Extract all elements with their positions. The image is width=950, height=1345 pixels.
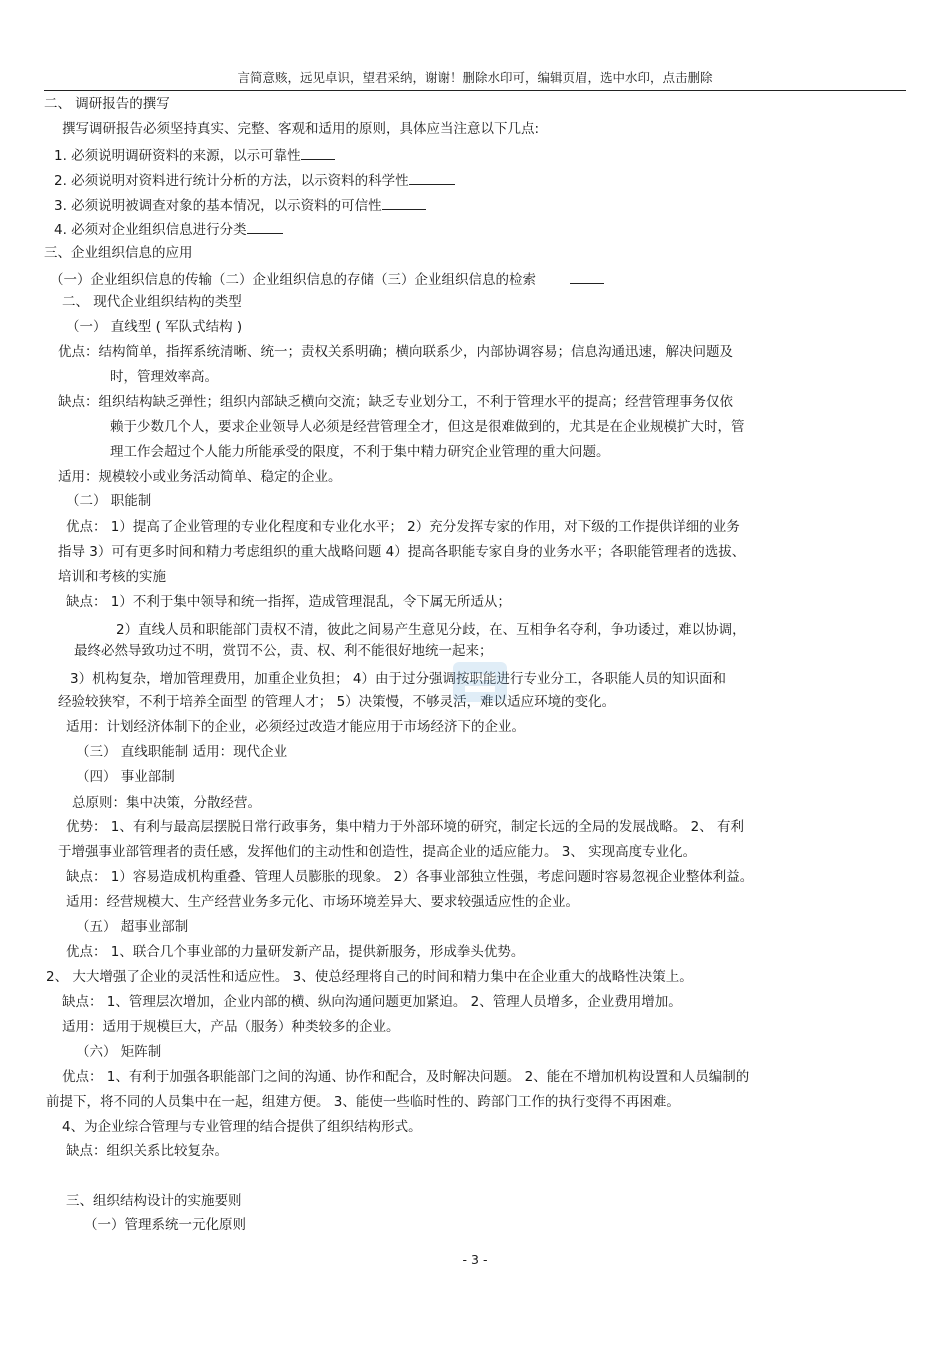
paragraph: 缺点： 1、管理层次增加，企业内部的横、纵向沟通问题更加紧迫。 2、管理人员增多，企业费用增加。 (62, 994, 682, 1010)
section-heading: 三、组织结构设计的实施要则 (66, 1193, 242, 1209)
paragraph: 培训和考核的实施 (58, 569, 166, 585)
paragraph: 优势： 1、有利与最高层摆脱日常行政事务，集中精力于外部环境的研究，制定长远的全局的发展战略。 2、 有利 (66, 819, 745, 835)
paragraph: 优点： 1、联合几个事业部的力量研发新产品，提供新服务，形成拳头优势。 (66, 944, 525, 960)
paragraph: 经验较狭窄，不利于培养全面型 的管理人才； 5）决策慢，不够灵活，难以适应环境的变化。 (58, 694, 616, 710)
fill-blank (570, 269, 604, 284)
subsection-heading: （六） 矩阵制 (76, 1044, 162, 1060)
list-item: 3. 必须说明被调查对象的基本情况，以示资料的可信性 (54, 195, 426, 215)
subsection-heading: （二） 职能制 (66, 493, 152, 509)
paragraph: 缺点： 1）不利于集中领导和统一指挥，造成管理混乱，令下属无所适从； (66, 594, 511, 610)
subsection-heading: （三） 直线职能制 适用：现代企业 (76, 744, 288, 760)
paragraph: 2、 大大增强了企业的灵活性和适应性。 3、使总经理将自己的时间和精力集中在企业重大的战略性决策上。 (46, 969, 693, 985)
paragraph: 撰写调研报告必须坚持真实、完整、客观和适用的原则，具体应当注意以下几点: (62, 121, 540, 137)
paragraph: 于增强事业部管理者的责任感，发挥他们的主动性和创造性，提高企业的适应能力。 3、 实现高度专业化。 (58, 844, 697, 860)
paragraph: 优点：结构简单，指挥系统清晰、统一；责权关系明确；横向联系少，内部协调容易；信息沟通迅速，解决问题及 (58, 344, 733, 360)
paragraph: 优点： 1、有利于加强各职能部门之间的沟通、协作和配合，及时解决问题。 2、能在不增加机构设置和人员编制的 (62, 1069, 750, 1085)
fill-blank (247, 219, 283, 234)
paragraph: 适用：计划经济体制下的企业，必须经过改造才能应用于市场经济下的企业。 (66, 719, 525, 735)
paragraph: 缺点：组织结构缺乏弹性；组织内部缺乏横向交流；缺乏专业划分工，不利于管理水平的提高；经营管理事务仅依 (58, 394, 733, 410)
paragraph: 适用：适用于规模巨大，产品（服务）种类较多的企业。 (62, 1019, 400, 1035)
list-item: 4. 必须对企业组织信息进行分类 (54, 219, 283, 239)
header-rule (44, 90, 906, 91)
paragraph: 总原则：集中决策，分散经营。 (72, 795, 261, 811)
paragraph: 2）直线人员和职能部门责权不清，彼此之间易产生意见分歧，在、互相争名夺利，争功诿过，难以协调， (116, 622, 746, 638)
paragraph: 最终必然导致功过不明，赏罚不公，责、权、利不能很好地统一起来； (74, 643, 493, 659)
section-heading: 二、 调研报告的撰写 (44, 96, 170, 112)
paragraph: 指导 3）可有更多时间和精力考虑组织的重大战略问题 4）提高各职能专家自身的业务水平；各职能管理者的选拔、 (58, 544, 746, 560)
section-heading: 三、企业组织信息的应用 (44, 245, 193, 261)
fill-blank (409, 170, 455, 185)
subsection-heading: （四） 事业部制 (76, 769, 175, 785)
subsection-heading: （一） 直线型 ( 军队式结构 ) (66, 319, 243, 335)
list-item: 2. 必须说明对资料进行统计分析的方法，以示资料的科学性 (54, 170, 455, 190)
header-notice: 言简意赅，远见卓识，望君采纳，谢谢！删除水印可，编辑页眉，选中水印，点击删除 (237, 70, 713, 85)
paragraph: 缺点： 1）容易造成机构重叠、管理人员膨胀的现象。 2）各事业部独立性强，考虑问题时容易忽视企业整体利益。 (66, 869, 754, 885)
section-heading: 二、 现代企业组织结构的类型 (62, 294, 242, 310)
paragraph: 理工作会超过个人能力所能承受的限度，不利于集中精力研究企业管理的重大问题。 (110, 444, 610, 460)
subsection-heading: （一）管理系统一元化原则 (84, 1217, 246, 1233)
watermark-icon (435, 640, 525, 730)
fill-blank (382, 195, 426, 210)
paragraph: 4、为企业综合管理与专业管理的结合提供了组织结构形式。 (62, 1119, 422, 1135)
paragraph: 3）机构复杂，增加管理费用，加重企业负担； 4）由于过分强调按职能进行专业分工，各职能人员的知识面和 (70, 671, 726, 687)
subsection-heading: （五） 超事业部制 (76, 919, 189, 935)
paragraph: 适用：规模较小或业务活动简单、稳定的企业。 (58, 469, 342, 485)
paragraph: 缺点：组织关系比较复杂。 (66, 1143, 228, 1159)
fill-blank (301, 145, 335, 160)
list-item: 1. 必须说明调研资料的来源，以示可靠性 (54, 145, 335, 165)
paragraph: 时，管理效率高。 (110, 369, 218, 385)
paragraph: 前提下，将不同的人员集中在一起，组建方便。 3、能使一些临时性的、跨部门工作的执行变得不再困难。 (46, 1094, 680, 1110)
paragraph: 优点： 1）提高了企业管理的专业化程度和专业化水平； 2）充分发挥专家的作用，对下级的工作提供详细的业务 (66, 519, 740, 535)
page-number: - 3 - (462, 1252, 488, 1267)
paragraph: 赖于少数几个人，要求企业领导人必须是经营管理全才，但这是很难做到的，尤其是在企业规模扩大时，管 (110, 419, 745, 435)
paragraph: 适用：经营规模大、生产经营业务多元化、市场环境差异大、要求较强适应性的企业。 (66, 894, 579, 910)
paragraph: （一）企业组织信息的传输（二）企业组织信息的存储（三）企业组织信息的检索 (50, 269, 604, 289)
